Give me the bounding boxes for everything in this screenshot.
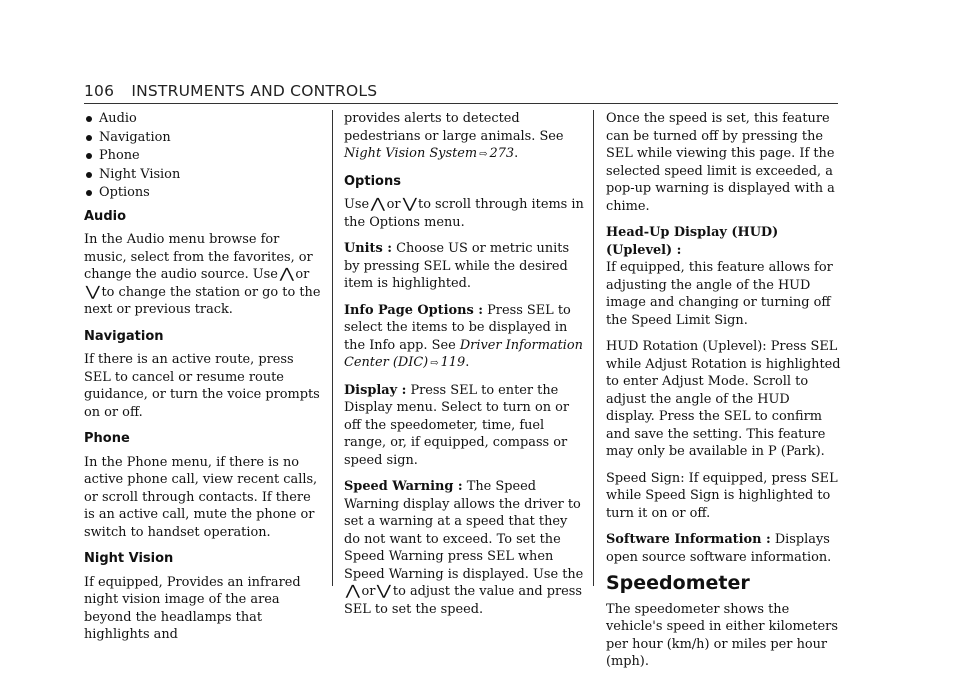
navigation-heading: Navigation xyxy=(84,328,164,344)
column-divider xyxy=(593,110,594,586)
page-ref[interactable]: 119 xyxy=(440,355,466,370)
bullet-icon xyxy=(86,190,92,196)
speedometer-heading: Speedometer xyxy=(606,572,750,594)
audio-heading: Audio xyxy=(84,208,127,224)
hud-rotation-paragraph: HUD Rotation (Uplevel): Press SEL while Adjust Rotation is highlighted to enter Adjust Mode. Scroll to adjust the angle of the HUD display. Press the SEL to confirm and save the setting. This feature may only be available in P (Park). xyxy=(606,339,841,459)
dic-link[interactable]: Driver Information Center (DIC) xyxy=(344,337,583,370)
night-vision-heading: Night Vision xyxy=(84,551,174,566)
phone-paragraph: In the Phone menu, if there is no active phone call, view recent calls, or scroll through contacts. If there is an active call, mute the phone or switch to handset operation. xyxy=(84,454,318,540)
down-arrow-icon: ⋁ xyxy=(85,283,100,300)
up-arrow-icon: ⋀ xyxy=(370,196,386,212)
info-page-paragraph: Info Page Options : Press SEL to select the items to be displayed in the Info app. See Driver Information Center (DIC) ⇨ 119. xyxy=(344,302,583,370)
page-header xyxy=(84,82,389,100)
night-vision-continued: provides alerts to detected pedestrians or large animals. See Night Vision System ⇨ 273. xyxy=(344,111,564,161)
units-paragraph: Units : Choose US or metric units by pressing SEL while the desired item is highlighted. xyxy=(344,241,570,291)
column-divider xyxy=(332,110,333,586)
options-paragraph: Use ⋀ or ⋁ to scroll through items in the Options menu. xyxy=(344,196,584,230)
up-arrow-icon: ⋀ xyxy=(279,266,294,282)
hud-label: Head-Up Display (HUD) (Uplevel) : xyxy=(606,225,779,258)
options-heading: Options xyxy=(344,173,401,189)
up-arrow-icon: ⋀ xyxy=(345,583,360,599)
phone-heading: Phone xyxy=(84,431,130,446)
down-arrow-icon: ⋁ xyxy=(376,583,392,599)
page-number: 106 xyxy=(84,82,115,100)
software-paragraph: Software Information : Displays open source software information. xyxy=(606,532,832,565)
speed-warning-continued: Once the speed is set, this feature can be turned off by pressing the SEL while viewing this page. If the selected speed limit is exceeded, a pop-up warning is displayed with a chime. xyxy=(606,111,835,214)
night-vision-paragraph: If equipped, Provides an infrared night vision image of the area beyond the headlamps that highlights and xyxy=(84,574,301,642)
info-page-label: Info Page Options : xyxy=(344,302,484,318)
bullet-icon xyxy=(86,135,92,141)
list-item: Phone xyxy=(84,147,324,166)
page-ref[interactable]: 273 xyxy=(489,146,515,161)
menu-list xyxy=(84,110,324,203)
header-rule xyxy=(84,103,838,104)
display-paragraph: Display : Press SEL to enter the Display menu. Select to turn on or off the speedometer, time, fuel range, or, if equipped, compass or speed sign. xyxy=(344,382,570,468)
down-arrow-icon: ⋁ xyxy=(402,196,417,212)
list-item: Night Vision xyxy=(84,166,324,185)
column-left xyxy=(84,110,324,653)
hud-paragraph: Head-Up Display (HUD) (Uplevel) : If equipped, this feature allows for adjusting the angle of the HUD image and changing or turning off the Speed Limit Sign. xyxy=(606,225,833,328)
list-item: Options xyxy=(84,184,324,203)
speed-sign-paragraph: Speed Sign: If equipped, press SEL while Speed Sign is highlighted to turn it on or off. xyxy=(606,470,838,521)
page-ref-icon: ⇨ xyxy=(430,358,439,369)
column-middle xyxy=(344,110,584,627)
navigation-paragraph: If there is an active route, press SEL to cancel or resume route guidance, or turn the voice prompts on or off. xyxy=(84,352,320,420)
speedometer-paragraph: The speedometer shows the vehicle's speed in either kilometers per hour (km/h) or miles per hour (mph). xyxy=(606,601,838,669)
speed-warning-paragraph: Speed Warning : The Speed Warning display allows the driver to set a warning at a speed that they do not want to exceed. To set the Speed Warning press SEL when Speed Warning is displayed. Use the⋀ or ⋁ to adjust the value and press SEL to set the speed. xyxy=(344,479,584,617)
speed-warning-label: Speed Warning : xyxy=(344,479,463,494)
audio-paragraph: In the Audio menu browse for music, select from the favorites, or change the audio source. Use ⋀ or⋁ to change the station or go to the next or previous track. xyxy=(84,232,321,317)
bullet-icon xyxy=(86,116,92,122)
units-label: Units : xyxy=(344,241,392,256)
night-vision-link[interactable]: Night Vision System xyxy=(344,146,478,161)
section-title: INSTRUMENTS AND CONTROLS xyxy=(131,82,378,100)
bullet-icon xyxy=(86,153,92,159)
software-label: Software Information : xyxy=(606,532,771,547)
list-item: Navigation xyxy=(84,129,324,148)
page-ref-icon: ⇨ xyxy=(479,149,488,160)
column-right xyxy=(606,110,842,678)
list-item: Audio xyxy=(84,110,324,129)
display-label: Display : xyxy=(344,382,407,398)
bullet-icon xyxy=(86,172,92,178)
